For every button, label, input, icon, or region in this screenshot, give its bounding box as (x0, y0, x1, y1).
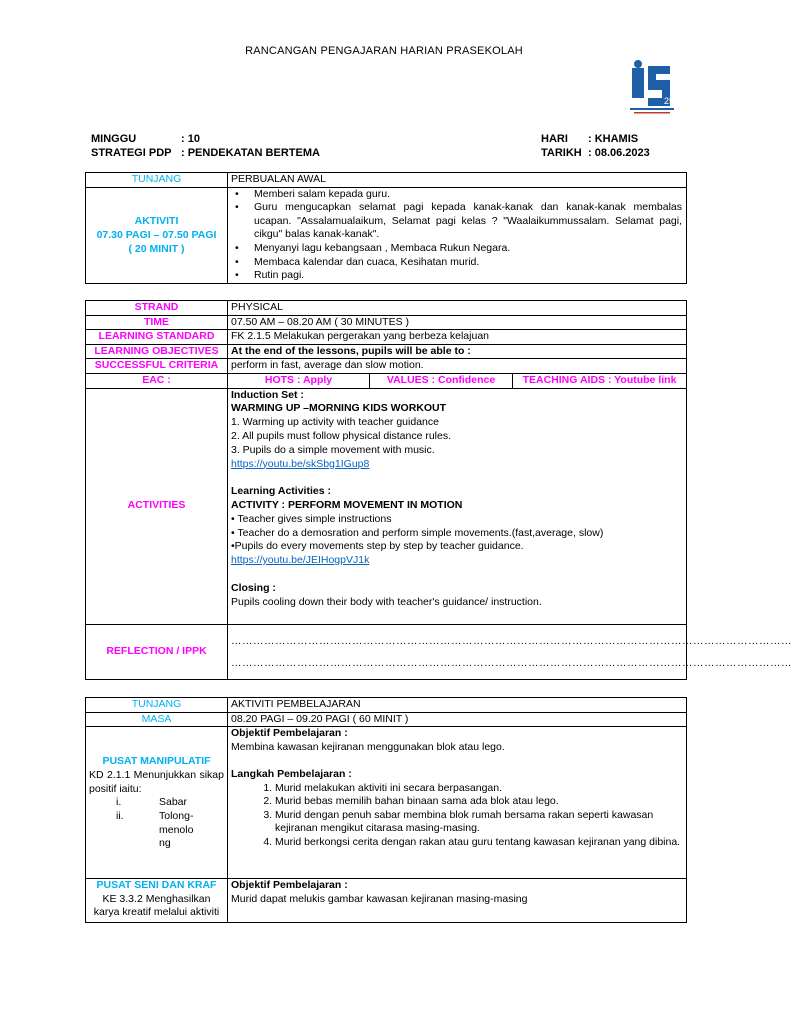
pusat-manipulatif-label: PUSAT MANIPULATIF (102, 754, 211, 767)
list-item: 1. Murid melakukan aktiviti ini secara berpasangan. (275, 782, 683, 796)
list-item: • Memberi salam kepada guru. (254, 188, 682, 202)
masa-label: MASA (141, 712, 172, 725)
list-item: 2. Murid bebas memilih bahan binaan sama ada blok atau lego. (275, 795, 683, 809)
tarikh-label: TARIKH (541, 147, 582, 159)
list-item: 3. Murid dengan penuh sabar membina blok rumah bersama rakan seperti kawasan kejiranan mengikut citarasa masing-masing. (275, 809, 683, 836)
time-label: TIME (143, 315, 170, 328)
reflection-label: REFLECTION / IPPK (106, 644, 207, 657)
objektif-title: Objektif Pembelajaran : (231, 727, 348, 740)
success-criteria-label: SUCCESSFUL CRITERIA (94, 359, 219, 372)
learning-title: Learning Activities : (231, 485, 331, 498)
strategi-label: STRATEGI PDP (91, 147, 172, 159)
minggu-label: MINGGU (91, 133, 137, 145)
list-item: • Rutin pagi. (254, 269, 682, 283)
learning-objectives-value: At the end of the lessons, pupils will be able to : (228, 344, 687, 359)
induction-line: 2. All pupils must follow physical distance rules. (231, 429, 452, 442)
list-item: • Membaca kalendar dan cuaca, Kesihatan murid. (254, 256, 682, 270)
reflection-dots-line: ……………………………………………………………………………………………………………………………………… (231, 656, 792, 669)
school-crest-logo (626, 58, 678, 120)
table-physical (85, 300, 792, 680)
success-criteria-value: perform in fast, average dan slow motion. (228, 359, 687, 374)
minggu-value: : 10 (181, 133, 200, 145)
tunjang-label: TUNJANG (131, 173, 182, 185)
induction-subtitle: WARMING UP –MORNING KIDS WORKOUT (231, 402, 447, 415)
objektif-text: Murid dapat melukis gambar kawasan kejiranan masing-masing (231, 892, 528, 905)
learning-subtitle: ACTIVITY : PERFORM MOVEMENT IN MOTION (231, 498, 463, 511)
learning-youtube-link[interactable]: https://youtu.be/JEIHogpVJ1k (231, 554, 370, 567)
langkah-list (231, 782, 683, 850)
aktiviti-label: AKTIVITI (134, 215, 179, 228)
aktiviti-duration: ( 20 MINIT ) (128, 243, 185, 256)
pusat-seni-ke: KE 3.3.2 Menghasilkan karya kreatif melalui aktiviti (93, 892, 220, 919)
induction-line: 3. Pupils do a simple movement with music. (231, 443, 435, 456)
values-value: VALUES : Confidence (386, 373, 496, 386)
learning-standard-label: LEARNING STANDARD (98, 330, 215, 343)
hari-value: : KHAMIS (588, 133, 639, 145)
strand-label: STRAND (134, 301, 179, 313)
objektif-text: Membina kawasan kejiranan menggunakan blok atau lego. (231, 740, 505, 753)
list-item: ii. Tolong-menolong (116, 809, 194, 850)
list-item: 4. Murid berkongsi cerita dengan rakan atau guru tentang kawasan kejiranan yang dibina. (275, 836, 683, 850)
strategi-value: : PENDEKATAN BERTEMA (181, 147, 320, 159)
logo-number: 25 (664, 96, 675, 106)
list-item: • Guru mengucapkan selamat pagi kepada kanak-kanak dan kanak-kanak membalas ucapan. "Assalamualaikum, Selamat pagi kelas ? "Waalaikummussalam. Selamat pagi, cikgu" balas kanak-kanak". (254, 201, 682, 242)
pusat-manipulatif-kd: KD 2.1.1 Menunjukkan sikap positif iaitu: (89, 769, 224, 795)
pusat-seni-label: PUSAT SENI DAN KRAF (96, 879, 217, 892)
induction-line: 1. Warming up activity with teacher guidance (231, 416, 439, 429)
reflection-dots-line: ……………………………………………………………………………………………………………………………………… (231, 634, 792, 647)
list-item: i. Sabar (116, 796, 188, 809)
teaching-aids-value: TEACHING AIDS : Youtube link (522, 373, 677, 386)
list-item: • Menyanyi lagu kebangsaan , Membaca Rukun Negara. (254, 242, 682, 256)
learning-line: • Teacher gives simple instructions (231, 512, 392, 525)
langkah-title: Langkah Pembelajaran : (231, 767, 352, 780)
induction-youtube-link[interactable]: https://youtu.be/skSbg1IGup8 (231, 457, 370, 470)
hari-label: HARI (541, 133, 568, 145)
aktiviti-list (232, 188, 682, 283)
learning-objectives-label: LEARNING OBJECTIVES (94, 344, 219, 357)
document-title: RANCANGAN PENGAJARAN HARIAN PRASEKOLAH (245, 45, 523, 57)
tunjang-value: AKTIVITI PEMBELAJARAN (228, 698, 687, 713)
tunjang-label: TUNJANG (131, 698, 182, 710)
strand-value: PHYSICAL (228, 301, 687, 316)
table-aktiviti-pembelajaran (85, 697, 687, 923)
learning-standard-value: FK 2.1.5 Melakukan pergerakan yang berbeza kelajuan (228, 330, 687, 345)
induction-title: Induction Set : (231, 388, 304, 401)
table-perbualan-awal (85, 172, 687, 284)
activities-label: ACTIVITIES (127, 499, 186, 512)
masa-value: 08.20 PAGI – 09.20 PAGI ( 60 MINIT ) (228, 712, 687, 727)
closing-title: Closing : (231, 581, 276, 594)
hots-value: HOTS : Apply (264, 373, 333, 386)
time-value: 07.50 AM – 08.20 AM ( 30 MINUTES ) (228, 315, 687, 330)
aktiviti-time: 07.30 PAGI – 07.50 PAGI (96, 229, 217, 242)
learning-line: •Pupils do every movements step by step by teacher guidance. (231, 540, 524, 553)
closing-line: Pupils cooling down their body with teacher's guidance/ instruction. (231, 595, 542, 608)
objektif-title: Objektif Pembelajaran : (231, 879, 348, 892)
learning-line: • Teacher do a demosration and perform simple movements.(fast,average, slow) (231, 526, 604, 539)
eac-label: EAC : (142, 373, 171, 386)
tarikh-value: : 08.06.2023 (588, 147, 650, 159)
tunjang-value: PERBUALAN AWAL (228, 173, 687, 188)
